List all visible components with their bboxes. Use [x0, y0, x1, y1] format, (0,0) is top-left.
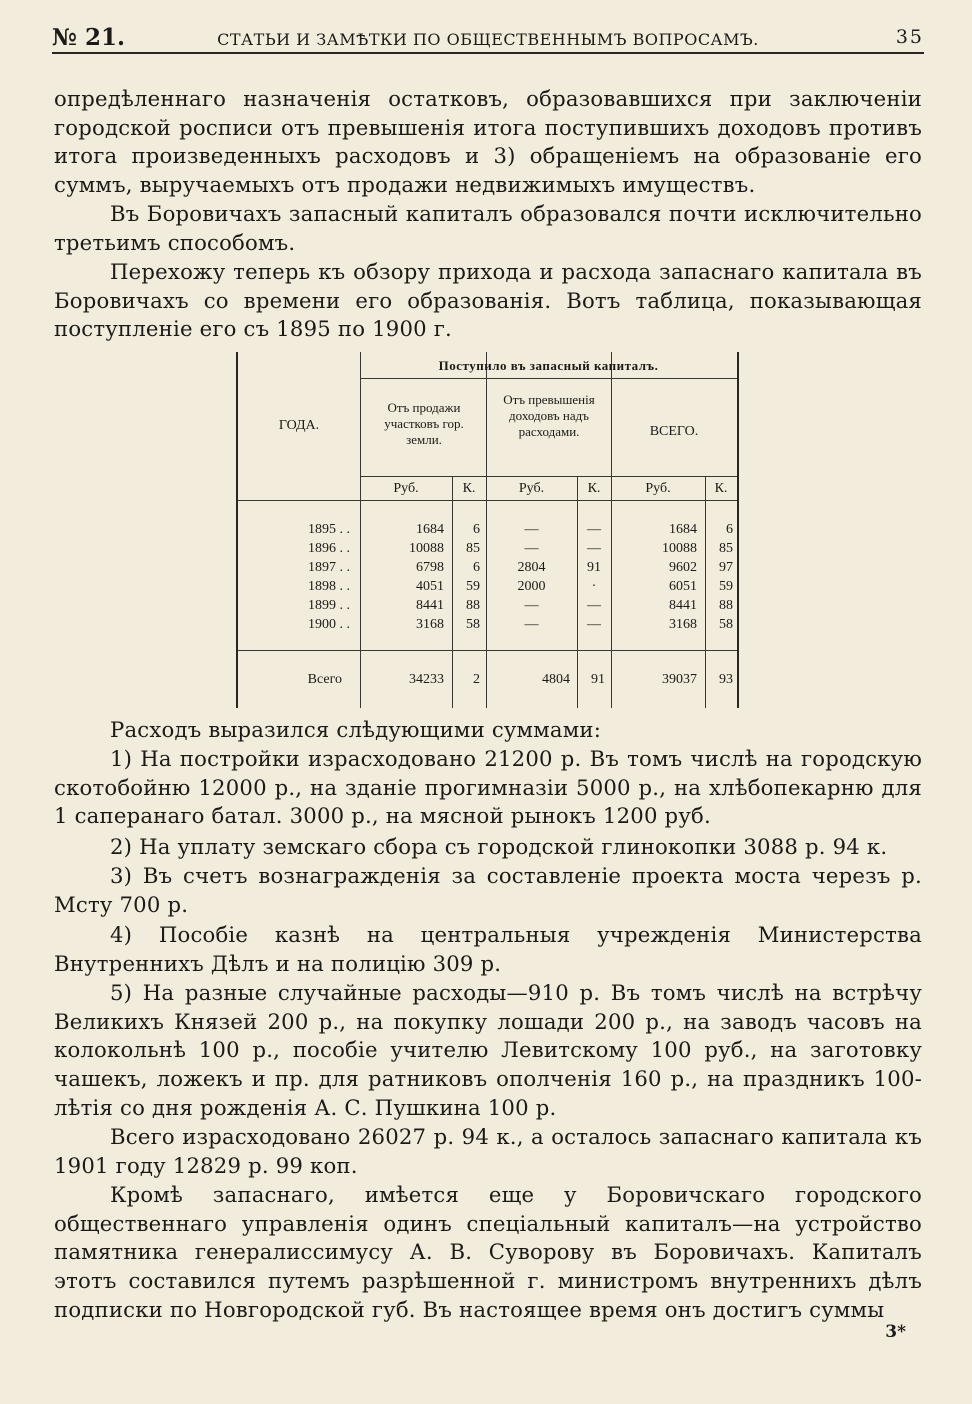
- paragraph-7: 3) Въ счетъ вознагражденія за составленіе проекта моста черезъ р. Мсту 700 р.: [54, 863, 922, 917]
- paragraph-8: 4) Пособіе казнѣ на центральныя учрежденія Министерства Внутреннихъ Дѣлъ и на полицію 309 р.: [54, 922, 922, 976]
- running-header: [52, 22, 924, 54]
- total-kop-header: К.: [714, 481, 728, 496]
- paragraph-1: опредѣленнаго назначенія остатковъ, образовавшихся при заключеніи городской росписи отъ превышенія итога поступившихъ доходовъ противъ итога произведенныхъ расходовъ и 3) обращеніемъ на образованіе его суммъ, выручаемыхъ отъ продажи недвижимыхъ имуществъ.: [54, 86, 922, 198]
- paragraph-3: Перехожу теперь къ обзору прихода и расхода запаснаго капитала въ Боровичахъ со времени его образованія. Вотъ таблица, показывающая поступленіе его съ 1895 по 1900 г.: [54, 259, 922, 342]
- excess-kop-header: К.: [587, 481, 601, 496]
- revenue-table: Поступило въ запасный капиталъ. ГОДА. Отъ продажи участковъ гор. земли. Отъ превышенія доходовъ надъ расходами. ВСЕГО. Руб. К. Руб. К. Руб. К. 1895 . . 1684 6 — — 1684 6 1896 . . 10088 85 — — 10088 85 1897 . . 6798 6 2804 91 9602 97 1898 . . 4051 59 2000 · 6051 59 1899 . . 8441 88 — — 8441 88 1900 . . 3168 58 — — 3168 58 Всего 34233 2 4804 91 39037 93: [236, 352, 739, 708]
- paragraph-4: Расходъ выразился слѣдующими суммами:: [110, 717, 602, 742]
- page-number: 35: [895, 26, 924, 48]
- excess-column-header: Отъ превышенія доходовъ надъ расходами.: [503, 392, 595, 439]
- table-group-header: Поступило въ запасный капиталъ.: [438, 358, 659, 373]
- sale-rub-header: Руб.: [393, 481, 419, 496]
- sale-column-header: Отъ продажи участковъ гор. земли.: [384, 400, 464, 447]
- paragraph-10: Всего израсходовано 26027 р. 94 к., а осталось запаснаго капитала къ 1901 году 12829 р. 99 коп.: [54, 1124, 922, 1178]
- paragraph-2: Въ Боровичахъ запасный капиталъ образовался почти исключительно третьимъ способомъ.: [54, 201, 922, 255]
- issue-number: № 21.: [52, 24, 126, 51]
- paragraph-9: 5) На разные случайные расходы—910 р. Въ томъ числѣ на встрѣчу Великихъ Князей 200 р., на покупку лошади 200 р., на заводъ часовъ на колокольнѣ 100 р., пособіе учителю Левитскому 100 руб., на заготовку чашекъ, ложекъ и пр. для ратниковъ ополченія 160 р., на праздникъ 100-лѣтія со дня рожденія А. С. Пушкина 100 р.: [54, 980, 922, 1120]
- paragraph-11: Кромѣ запаснаго, имѣется еще у Боровичскаго городского общественнаго управленія одинъ спеціальный капиталъ—на устройство памятника генералиссимусу А. В. Суворову въ Боровичахъ. Капиталъ этотъ составился путемъ разрѣшенной г. министромъ внутреннихъ дѣлъ подписки по Новгородской губ. Въ настоящее время онъ достигъ суммы: [54, 1182, 922, 1322]
- total-rub-header: Руб.: [645, 481, 671, 496]
- paragraph-5: 1) На постройки израсходовано 21200 р. Въ томъ числѣ на городскую скотобойню 12000 р., на зданіе прогимназіи 5000 р., на хлѣбопекарню для 1 саперанаго батал. 3000 р., на мясной рынокъ 1200 руб.: [54, 746, 922, 829]
- running-title: СТАТЬИ И ЗАМѢТКИ ПО ОБЩЕСТВЕННЫМЪ ВОПРОСАМЪ.: [217, 30, 759, 49]
- year-column-header: ГОДА.: [278, 418, 320, 433]
- excess-rub-header: Руб.: [518, 481, 545, 496]
- paragraph-6: 2) На уплату земскаго сбора съ городской глинокопки 3088 р. 94 к.: [110, 834, 888, 859]
- sale-kop-header: К.: [462, 481, 476, 496]
- signature-mark: 3*: [885, 1322, 906, 1342]
- total-column-header: ВСЕГО.: [649, 424, 699, 439]
